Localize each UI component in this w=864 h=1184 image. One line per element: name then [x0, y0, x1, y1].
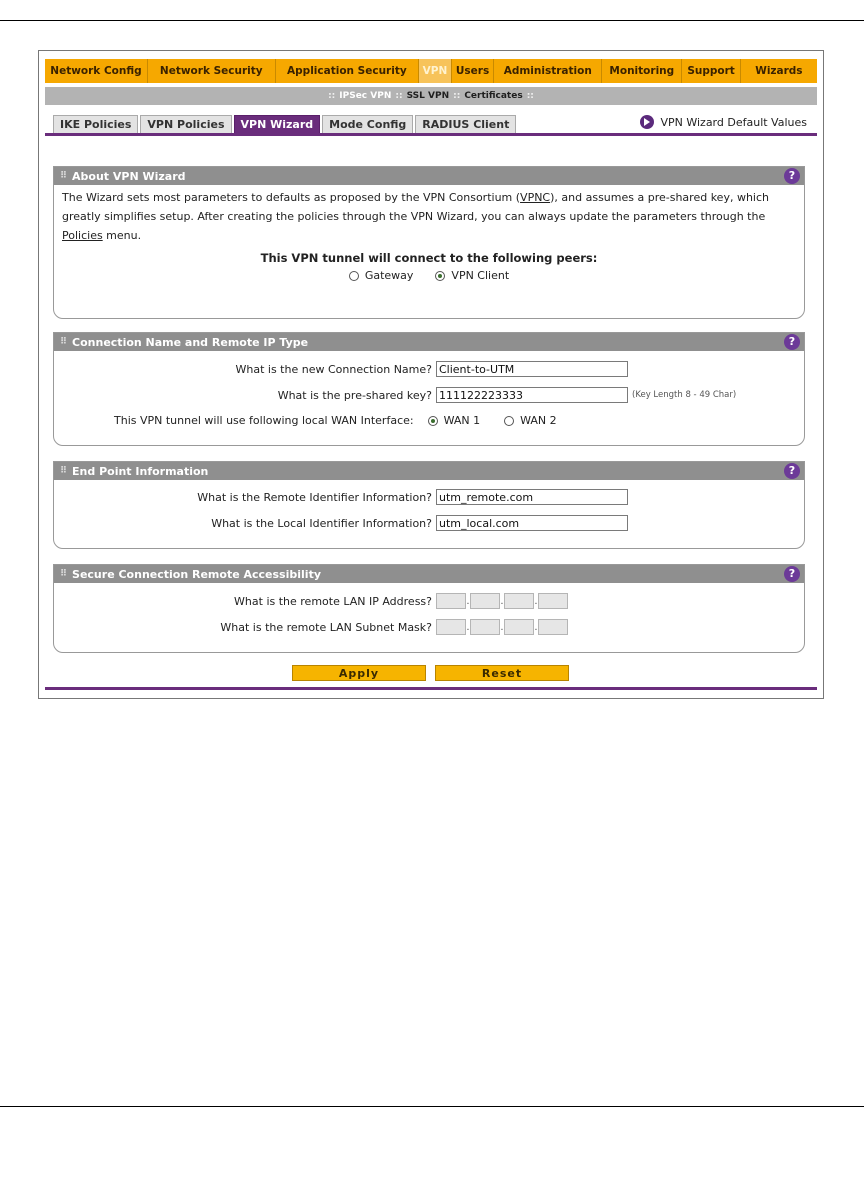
- section-title: About VPN Wizard: [72, 169, 186, 183]
- menu-support[interactable]: Support: [682, 59, 740, 83]
- arrow-right-icon: [640, 115, 654, 129]
- mask-octet-2-input[interactable]: [470, 619, 500, 635]
- connection-name-input[interactable]: [436, 361, 628, 377]
- help-icon[interactable]: ?: [784, 463, 800, 479]
- endpoint-section: [53, 461, 805, 549]
- wan2-label: WAN 2: [520, 414, 557, 427]
- connection-name-row: [54, 361, 628, 377]
- section-header: [54, 462, 804, 480]
- tab-vpn-wizard[interactable]: VPN Wizard: [234, 115, 321, 133]
- section-header: [54, 333, 804, 351]
- connection-section: [53, 332, 805, 446]
- ip-separator: .: [500, 595, 504, 607]
- section-title: Connection Name and Remote IP Type: [72, 335, 309, 349]
- about-text-part: ), and assumes a pre-shared key, which greatly simplifies setup. After creating the policies through the VPN Wizard, you can always update the parameters through the: [62, 191, 769, 223]
- sub-menu-separator: ::: [395, 91, 403, 101]
- sub-menu: [45, 87, 817, 105]
- menu-network-config[interactable]: Network Config: [45, 59, 148, 83]
- remote-lan-mask-label: What is the remote LAN Subnet Mask?: [220, 620, 432, 634]
- vpn-tabs: [53, 115, 518, 133]
- menu-network-security[interactable]: Network Security: [148, 59, 276, 83]
- menu-application-security[interactable]: Application Security: [276, 59, 420, 83]
- peer-vpn-client-option[interactable]: [435, 269, 509, 282]
- radio-button[interactable]: [504, 416, 514, 426]
- connection-name-label: What is the new Connection Name?: [235, 362, 432, 376]
- help-icon[interactable]: ?: [784, 334, 800, 350]
- preshared-key-input[interactable]: [436, 387, 628, 403]
- bottom-rule: [45, 687, 817, 690]
- tab-ike-policies[interactable]: IKE Policies: [53, 115, 138, 133]
- tab-vpn-policies[interactable]: VPN Policies: [140, 115, 231, 133]
- help-icon[interactable]: ?: [784, 566, 800, 582]
- peers-title: This VPN tunnel will connect to the following peers:: [260, 251, 598, 265]
- mask-separator: .: [534, 621, 538, 633]
- mask-octet-1-input[interactable]: [436, 619, 466, 635]
- mask-octet-4-input[interactable]: [538, 619, 568, 635]
- menu-administration[interactable]: Administration: [494, 59, 602, 83]
- vpn-wizard-defaults-link[interactable]: [640, 115, 807, 129]
- peer-radio-group: [54, 269, 804, 282]
- about-text-part: The Wizard sets most parameters to defaults as proposed by the VPN Consortium (: [62, 191, 521, 204]
- radio-button-selected[interactable]: [435, 271, 445, 281]
- vpnc-link[interactable]: VPNC: [520, 191, 551, 204]
- submenu-certificates[interactable]: Certificates: [464, 91, 523, 101]
- remote-lan-mask-row: [54, 619, 568, 635]
- menu-monitoring[interactable]: Monitoring: [602, 59, 682, 83]
- radio-button[interactable]: [349, 271, 359, 281]
- radio-button-selected[interactable]: [428, 416, 438, 426]
- about-section: [53, 166, 805, 319]
- sub-menu-separator: ::: [453, 91, 461, 101]
- remote-identifier-input[interactable]: [436, 489, 628, 505]
- ip-octet-2-input[interactable]: [470, 593, 500, 609]
- section-header: [54, 167, 804, 185]
- section-title: End Point Information: [72, 464, 209, 478]
- wan1-option[interactable]: [428, 414, 481, 427]
- key-length-hint: (Key Length 8 - 49 Char): [632, 390, 737, 400]
- wan-interface-label: This VPN tunnel will use following local WAN Interface:: [114, 414, 414, 427]
- wan2-option[interactable]: [504, 414, 557, 427]
- page-top-rule: [0, 20, 864, 21]
- about-description: [54, 185, 804, 245]
- remote-identifier-row: [54, 489, 628, 505]
- defaults-link-label: VPN Wizard Default Values: [660, 115, 807, 129]
- menu-wizards[interactable]: Wizards: [755, 65, 803, 77]
- wan-interface-row: [114, 414, 557, 427]
- about-text-part: menu.: [102, 229, 142, 242]
- tab-underline: [45, 133, 817, 136]
- ip-separator: .: [466, 595, 470, 607]
- sub-menu-separator: ::: [328, 91, 336, 101]
- section-title: Secure Connection Remote Accessibility: [72, 567, 321, 581]
- utm-window: [38, 50, 824, 699]
- menu-vpn[interactable]: VPN: [419, 59, 452, 83]
- sub-menu-separator: ::: [526, 91, 534, 101]
- peer-gateway-option[interactable]: [349, 269, 414, 282]
- grip-icon: ⠿: [60, 466, 67, 476]
- peer-client-label: VPN Client: [451, 269, 510, 282]
- ip-separator: .: [534, 595, 538, 607]
- mask-separator: .: [500, 621, 504, 633]
- reset-button[interactable]: Reset: [435, 665, 569, 681]
- tab-mode-config[interactable]: Mode Config: [322, 115, 413, 133]
- mask-octet-3-input[interactable]: [504, 619, 534, 635]
- submenu-ssl-vpn[interactable]: SSL VPN: [406, 91, 450, 101]
- help-icon[interactable]: ?: [784, 168, 800, 184]
- tab-radius-client[interactable]: RADIUS Client: [415, 115, 516, 133]
- ip-octet-4-input[interactable]: [538, 593, 568, 609]
- grip-icon: ⠿: [60, 337, 67, 347]
- remote-lan-ip-label: What is the remote LAN IP Address?: [234, 594, 432, 608]
- local-identifier-label: What is the Local Identifier Information?: [211, 516, 432, 530]
- apply-button[interactable]: Apply: [292, 665, 426, 681]
- preshared-key-row: [54, 387, 736, 403]
- preshared-key-label: What is the pre-shared key?: [277, 388, 432, 402]
- wan1-label: WAN 1: [443, 414, 481, 427]
- grip-icon: ⠿: [60, 569, 67, 579]
- remote-identifier-label: What is the Remote Identifier Information?: [197, 490, 432, 504]
- section-header: [54, 565, 804, 583]
- local-identifier-row: [54, 515, 628, 531]
- ip-octet-1-input[interactable]: [436, 593, 466, 609]
- grip-icon: ⠿: [60, 171, 67, 181]
- main-menu: [45, 59, 817, 83]
- policies-link[interactable]: Policies: [62, 229, 103, 242]
- ip-octet-3-input[interactable]: [504, 593, 534, 609]
- remote-lan-ip-row: [54, 593, 568, 609]
- mask-separator: .: [466, 621, 470, 633]
- submenu-ipsec-vpn[interactable]: IPSec VPN: [339, 91, 392, 101]
- page-bottom-rule: [0, 1106, 864, 1107]
- menu-users[interactable]: Users: [452, 59, 495, 83]
- peer-gateway-label: Gateway: [364, 269, 414, 282]
- local-identifier-input[interactable]: [436, 515, 628, 531]
- secure-access-section: [53, 564, 805, 653]
